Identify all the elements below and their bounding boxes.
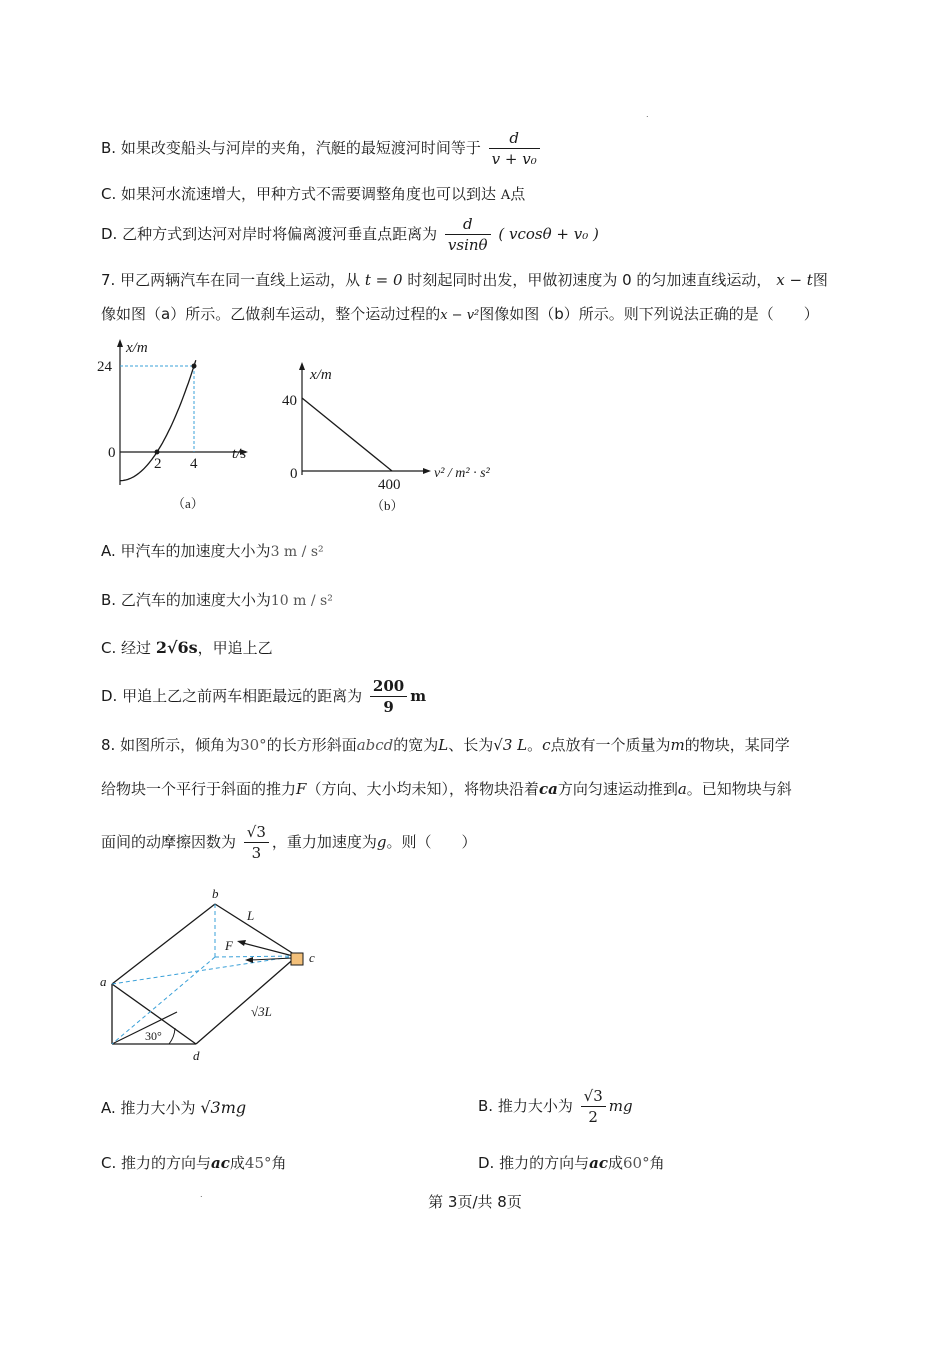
stray-dot: .	[646, 110, 649, 119]
q8-option-d	[478, 1152, 665, 1174]
option-text: 推力大小为	[497, 1097, 573, 1115]
option-suffix: 点	[510, 185, 526, 203]
label-c: c	[309, 950, 315, 965]
dash-base-diagonal	[112, 957, 215, 1044]
option-value: 3 m / s²	[270, 544, 324, 560]
label-L: L	[247, 908, 255, 923]
fraction-denominator: vsinθ	[447, 236, 488, 254]
stem-text: 、长为	[448, 736, 494, 754]
figure-caption-b: （b）	[371, 498, 404, 513]
stem-text: 图像如图（b）所示。则下列说法正确的是（ ）	[479, 305, 819, 323]
math-xv2: x − v²	[440, 308, 480, 323]
option-prefix: A.	[101, 542, 116, 560]
q8-option-b	[478, 1086, 633, 1127]
option-angle: 45°	[244, 1154, 272, 1172]
y-axis-label: x/m	[126, 340, 148, 356]
x-tick-4: 4	[190, 456, 198, 472]
q8-stem-line2	[101, 778, 792, 800]
option-text: 如果改变船头与河岸的夹角，汽艇的最短渡河时间等于	[120, 139, 481, 157]
fraction	[445, 214, 491, 255]
option-suffix: ，甲追上乙	[197, 639, 273, 657]
option-prefix: B.	[101, 139, 117, 157]
x-tick-0: 0	[108, 445, 116, 461]
stem-text: 。已知物块与斜	[686, 780, 792, 798]
math-t0: t = 0	[364, 271, 403, 289]
dash-to-c	[215, 956, 297, 957]
math-xt: x − t	[776, 271, 813, 289]
math-m: m	[670, 736, 685, 754]
x-tick-0: 0	[290, 466, 298, 482]
stem-text: 7. 甲乙两辆汽车在同一直线上运动，从	[101, 271, 361, 289]
fraction-numerator: √3	[581, 1086, 606, 1107]
stem-text: 8. 如图所示，倾角为	[101, 736, 241, 754]
fraction	[370, 676, 407, 717]
option-angle: 60°	[623, 1154, 650, 1172]
label-F: F	[225, 938, 233, 953]
q7-option-a	[101, 540, 324, 563]
option-text: 经过	[121, 639, 152, 657]
fraction-denominator: v + v₀	[491, 150, 537, 168]
stem-text: 给物块一个平行于斜面的推力	[101, 780, 297, 798]
stray-dot: .	[200, 1190, 203, 1199]
option-text: 推力的方向与	[121, 1154, 212, 1172]
x-axis-label: v² / m² · s²	[434, 466, 490, 481]
point-label: A	[500, 188, 511, 203]
math-abcd: abcd	[356, 736, 394, 754]
q6-option-c	[101, 183, 525, 207]
stem-text: 像如图（a）所示。乙做刹车运动，整个运动过程的	[101, 305, 441, 323]
line-yi	[302, 398, 392, 471]
stem-text: 时刻起同时出发，甲做初速度为 0 的匀加速直线运动，	[407, 271, 772, 289]
figure-caption-a: （a）	[172, 496, 204, 511]
option-value: 10 m / s²	[270, 593, 333, 609]
label-b: b	[212, 886, 219, 901]
force-F-arrowhead	[237, 940, 246, 946]
q7-option-c	[101, 637, 273, 659]
option-suffix: 角	[649, 1154, 665, 1172]
option-prefix: B.	[101, 591, 117, 609]
data-point-t4	[192, 364, 197, 369]
stem-text: （方向、大小均未知），将物块沿着	[306, 780, 539, 798]
stem-text: 。	[527, 736, 543, 754]
x-tick-400: 400	[378, 477, 401, 493]
option-prefix: B.	[478, 1097, 494, 1115]
fraction-denominator: 9	[383, 698, 394, 716]
data-point-t2	[155, 450, 160, 455]
x-axis-label: t/s	[232, 446, 247, 462]
option-prefix: D.	[101, 225, 118, 243]
option-text: 乙汽车的加速度大小为	[120, 591, 271, 609]
fraction-numerator: d	[445, 214, 491, 235]
math-ac: ac	[211, 1154, 230, 1172]
fraction-numerator: 200	[370, 676, 407, 697]
stem-text: 图	[812, 271, 828, 289]
option-text: 乙种方式到达河对岸时将偏离渡河垂直点距离为	[122, 225, 438, 243]
stem-text: 的宽为	[393, 736, 439, 754]
math-ac: ac	[589, 1154, 608, 1172]
fraction-denominator: 3	[251, 844, 262, 862]
option-text: 推力大小为	[120, 1099, 196, 1117]
fraction	[581, 1086, 606, 1127]
edge-ab	[112, 904, 215, 984]
math-ca: ca	[538, 780, 558, 798]
math-c: c	[542, 736, 551, 754]
option-text: 成	[607, 1154, 623, 1172]
math-a: a	[677, 780, 687, 798]
q7-stem-line1	[101, 269, 828, 291]
y-tick-40: 40	[282, 393, 297, 409]
q8-stem-line1	[101, 734, 790, 756]
option-text: 推力的方向与	[499, 1154, 590, 1172]
fraction-numerator: √3	[244, 822, 269, 843]
y-axis-arrow	[117, 339, 123, 347]
figure-b-xv2-graph	[280, 360, 505, 520]
stem-text: ，重力加速度为	[271, 833, 377, 851]
stem-text: 的长方形斜面	[266, 736, 357, 754]
q7-stem-line2	[101, 303, 819, 327]
stem-text: 的物块，某同学	[684, 736, 790, 754]
figure-a-xt-graph	[92, 335, 267, 515]
math-g: g	[376, 833, 387, 851]
figure-incline	[95, 882, 335, 1067]
fraction	[489, 128, 540, 169]
option-prefix: A.	[101, 1099, 116, 1117]
math-L: L	[438, 736, 449, 754]
option-prefix: D.	[478, 1154, 495, 1172]
math-sqrt3L: √3 L	[493, 736, 528, 754]
option-value: 2√6s	[155, 638, 198, 657]
q8-stem-line3	[101, 822, 477, 863]
fraction-denominator: 2	[588, 1108, 598, 1126]
q6-option-d	[101, 214, 599, 255]
page-footer: 第 3页/共 8页	[428, 1193, 522, 1211]
q7-option-b	[101, 589, 333, 612]
math-F: F	[296, 780, 307, 798]
option-text: 甲追上乙之前两车相距最远的距离为	[122, 687, 363, 705]
y-tick-24: 24	[97, 359, 112, 375]
expression: ( vcosθ + v₀ )	[498, 225, 599, 243]
fraction-numerator: d	[489, 128, 540, 149]
fraction-mu	[244, 822, 269, 863]
label-angle: 30°	[145, 1029, 162, 1043]
option-prefix: D.	[101, 687, 118, 705]
option-text: 甲汽车的加速度大小为	[120, 542, 271, 560]
option-text: 如果河水流速增大，甲种方式不需要调整角度也可以到达	[121, 185, 497, 203]
stem-text: 点放有一个质量为	[550, 736, 671, 754]
unit: m	[410, 687, 427, 705]
x-axis-arrow	[423, 468, 431, 474]
option-value: mg	[608, 1097, 633, 1115]
q7-option-d	[101, 676, 426, 717]
option-suffix: 角	[271, 1154, 287, 1172]
angle-arc	[169, 1028, 175, 1044]
force-F-arrow	[243, 943, 293, 956]
y-axis-label: x/m	[310, 367, 332, 383]
option-prefix: C.	[101, 1154, 117, 1172]
label-sqrt3L: √3L	[251, 1004, 272, 1019]
y-axis-arrow	[299, 362, 305, 370]
option-text: 成	[229, 1154, 245, 1172]
q8-option-c	[101, 1152, 287, 1174]
block-at-c	[291, 953, 303, 965]
q6-option-b	[101, 128, 543, 169]
q8-option-a	[101, 1097, 246, 1119]
x-tick-2: 2	[154, 456, 162, 472]
stem-text: 方向匀速运动推到	[557, 780, 678, 798]
stem-text: 。则（ ）	[386, 833, 477, 851]
label-d: d	[193, 1048, 200, 1063]
math-angle: 30°	[240, 736, 267, 754]
option-prefix: C.	[101, 185, 117, 203]
option-prefix: C.	[101, 639, 117, 657]
stem-text: 面间的动摩擦因数为	[101, 833, 237, 851]
motion-arrowhead	[245, 957, 253, 963]
label-a: a	[100, 974, 107, 989]
option-value: √3mg	[200, 1098, 247, 1117]
